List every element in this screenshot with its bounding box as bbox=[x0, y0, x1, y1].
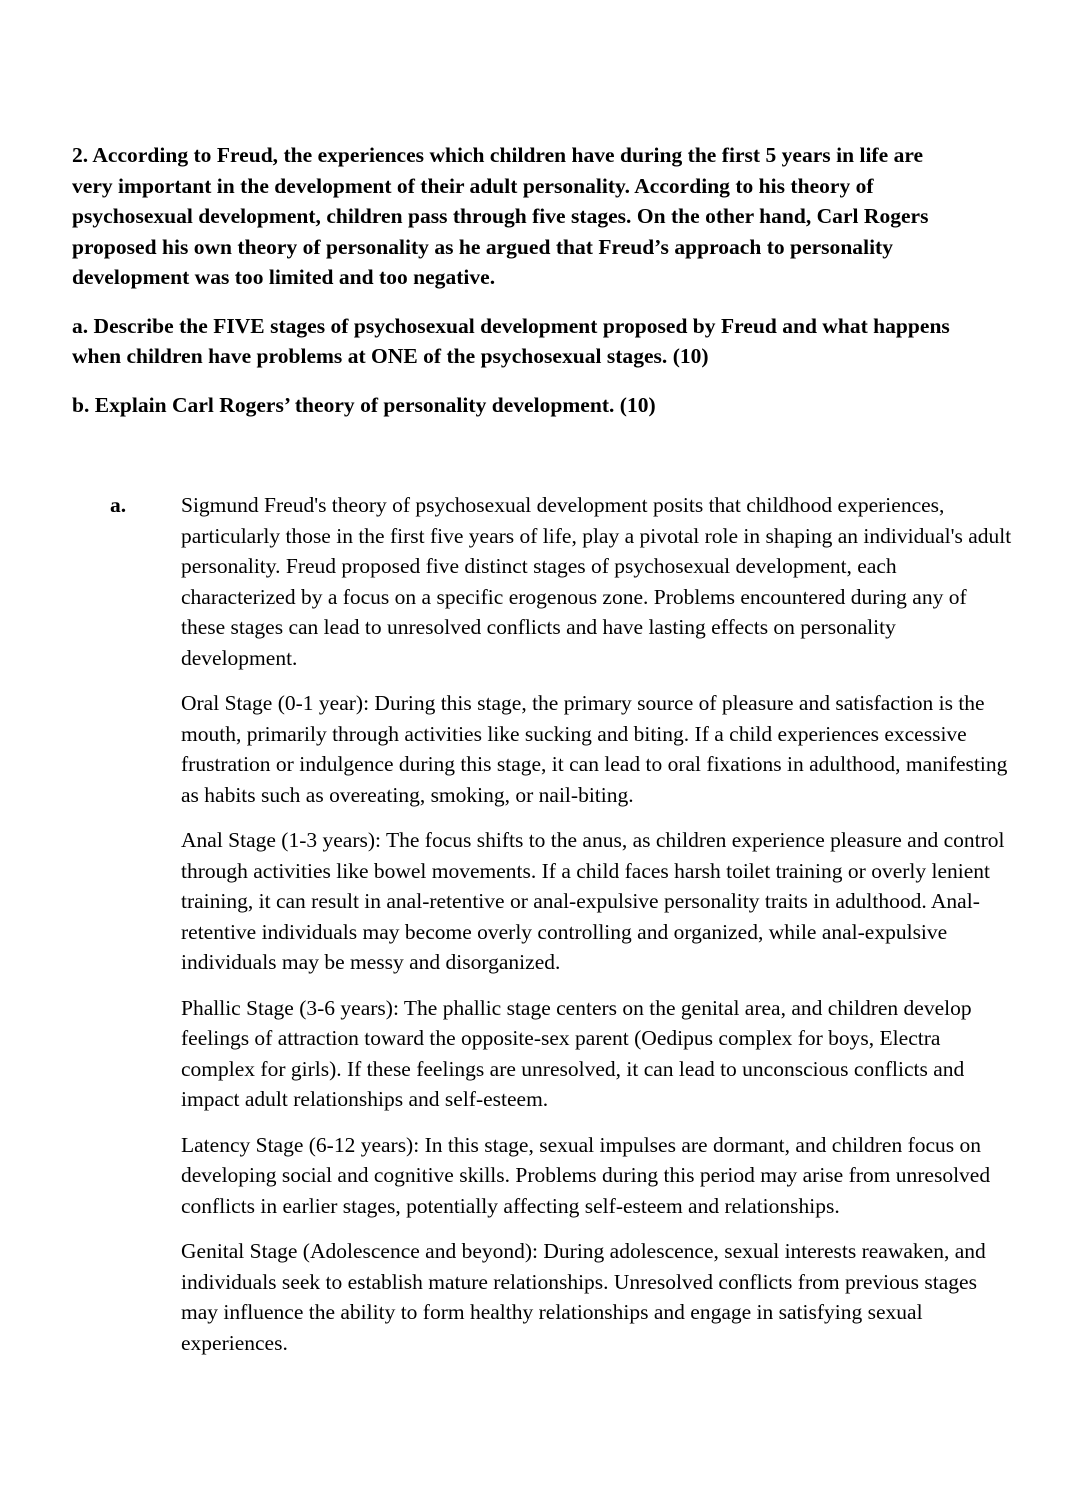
answer-marker-a: a. bbox=[110, 493, 127, 517]
answer-list bbox=[72, 490, 1012, 1358]
answer-paragraph-oral-stage: Oral Stage (0-1 year): During this stage, the primary source of pleasure and satisfaction is the mouth, primarily through activities like sucking and biting. If a child experiences excessive frustration or indulgence during this stage, it can lead to oral fixations in adulthood, manifesting as habits such as overeating, smoking, or nail-biting. bbox=[181, 691, 1008, 807]
answer-paragraph-anal-stage: Anal Stage (1-3 years): The focus shifts to the anus, as children experience pleasure and control through activities like bowel movements. If a child faces harsh toilet training or overly lenient training, it can result in anal-retentive or anal-expulsive personality traits in adulthood. Anal-retentive individuals may become overly controlling and organized, while anal-expulsive individuals may be messy and disorganized. bbox=[181, 828, 1005, 974]
question-prompt-block bbox=[72, 140, 956, 420]
answer-paragraph-overview: Sigmund Freud's theory of psychosexual development posits that childhood experiences, particularly those in the first five years of life, play a pivotal role in shaping an individual's adult personality. Freud proposed five distinct stages of psychosexual development, each characterized by a focus on a specific erogenous zone. Problems encountered during any of these stages can lead to unresolved conflicts and have lasting effects on personality development. bbox=[181, 493, 1012, 670]
answer-paragraph-latency-stage: Latency Stage (6-12 years): In this stage, sexual impulses are dormant, and children focus on developing social and cognitive skills. Problems during this period may arise from unresolved conflicts in earlier stages, potentially affecting self-esteem and relationships. bbox=[181, 1132, 991, 1218]
list-item bbox=[110, 490, 1013, 1358]
answer-paragraph-genital-stage: Genital Stage (Adolescence and beyond): During adolescence, sexual interests reawaken, and individuals seek to establish mature relationships. Unresolved conflicts from previous stages may influence the ability to form healthy relationships and engage in satisfying sexual experiences. bbox=[181, 1239, 986, 1355]
sub-question-a: a. Describe the FIVE stages of psychosexual development proposed by Freud and what happens when children have problems at ONE of the psychosexual stages. (10) bbox=[72, 313, 950, 368]
sub-question-b: b. Explain Carl Rogers’ theory of personality development. (10) bbox=[72, 392, 656, 417]
answer-paragraph-phallic-stage: Phallic Stage (3-6 years): The phallic stage centers on the genital area, and children develop feelings of attraction toward the opposite-sex parent (Oedipus complex for boys, Electra complex for girls). If these feelings are unresolved, it can lead to unconscious conflicts and impact adult relationships and self-esteem. bbox=[181, 995, 972, 1111]
question-intro-paragraph: 2. According to Freud, the experiences which children have during the first 5 years in life are very important in the development of their adult personality. According to his theory of psychosexual development, children pass through five stages. On the other hand, Carl Rogers proposed his own theory of personality as he argued that Freud’s approach to personality development was too limited and too negative. bbox=[72, 143, 929, 289]
